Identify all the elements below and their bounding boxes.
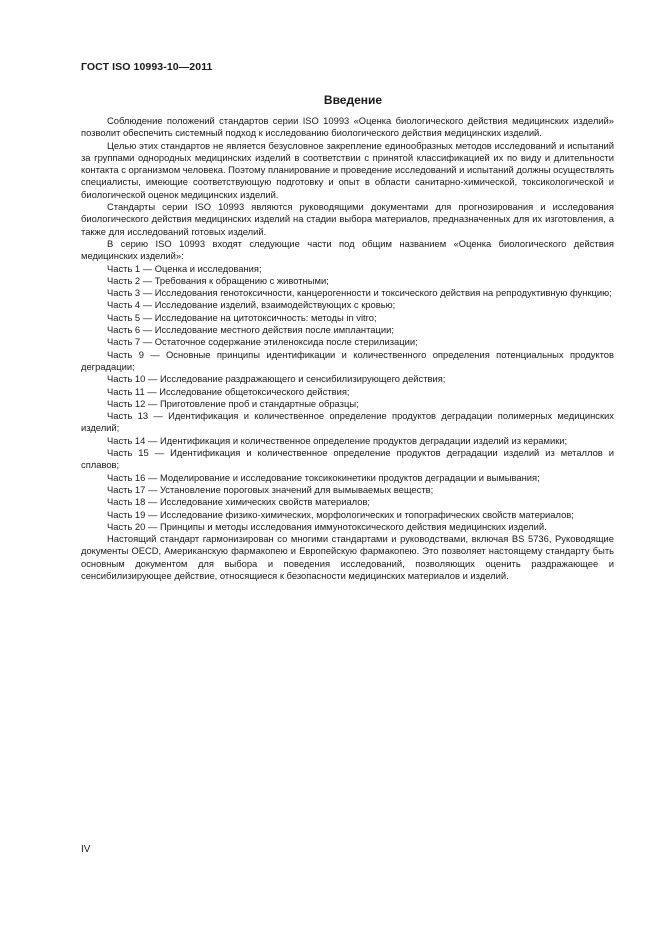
list-item: Часть 6 — Исследование местного действия после имплантации; [107, 324, 394, 336]
list-item: Часть 9 — Основные принципы идентификации и количественного определения потенциальных продуктов деградации; [81, 348, 614, 372]
parts-list [81, 263, 614, 534]
list-item: Часть 19 — Исследование физико-химических, морфологических и топографических свойств материалов; [107, 508, 574, 520]
list-item: Часть 1 — Оценка и исследования; [107, 262, 262, 274]
list-item: Часть 12 — Приготовление проб и стандартные образцы; [107, 397, 359, 409]
list-item: Часть 17 — Установление пороговых значений для вымываемых веществ; [107, 483, 434, 495]
list-item: Часть 14 — Идентификация и количественное определение продуктов деградации изделий из керамики; [107, 434, 568, 446]
paragraph-guidance: Стандарты серии ISO 10993 являются руководящими документами для прогнозирования и исследования биологического действия медицинских изделий на стадии выбора материалов, предназначенных для их изготовления, а также для исследований готовых изделий. [81, 201, 614, 237]
paragraph-purpose: Целью этих стандартов не является безусловное закрепление единообразных методов исследований и испытаний за группами однородных медицинских изделий в соответствии с принятой классификацией их по виду и длительности контакта с организмом человека. Поэтому планирование и проведение исследований и испытаний должны осуществлять специалисты, имеющие соответствующую подготовку и опыт в области санитарно-химической, токсикологической и биологической оценок медицинских изделий. [81, 139, 615, 200]
document-header: ГОСТ ISO 10993-10—2011 [81, 61, 213, 73]
list-item: Часть 13 — Идентификация и количественное определение продуктов деградации полимерных медицинских изделий; [81, 410, 614, 434]
list-item: Часть 10 — Исследование раздражающего и сенсибилизирующего действия; [107, 373, 446, 385]
list-item: Часть 11 — Исследование общетоксического действия; [107, 385, 350, 397]
paragraph-harmonization: Настоящий стандарт гармонизирован со многими стандартами и руководствами, включая BS 5736, Руководящие документы OECD, Американскую фармакопею и Европейскую фармакопею. Это позволяет настоящему стандарту быть основным документом для выбора и поведения исследований, позволяющих оценить раздражающее и сенсибилизирующее действие, относящиеся к безопасности медицинских материалов и изделий. [81, 533, 614, 581]
list-item: Часть 20 — Принципы и методы исследования иммунотоксического действия медицинских изделий. [107, 520, 547, 532]
list-item: Часть 4 — Исследование изделий, взаимодействующих с кровью; [107, 299, 396, 311]
paragraph-series-list-intro: В серию ISO 10993 входят следующие части под общим названием «Оценка биологического действия медицинских изделий»: [81, 237, 614, 262]
page-number: IV [81, 844, 91, 855]
list-item: Часть 18 — Исследование химических свойств материалов; [107, 496, 371, 508]
list-item: Часть 15 — Идентификация и количественное определение продуктов деградации изделий из металлов и сплавов; [81, 447, 614, 471]
list-item: Часть 3 — Исследования генотоксичности, канцерогенности и токсического действия на репродуктивную функцию; [107, 287, 612, 299]
document-body [81, 115, 614, 582]
list-item: Часть 5 — Исследование на цитотоксичность: методы in vitro; [107, 311, 377, 323]
list-item: Часть 7 — Остаточное содержание этиленоксида после стерилизации; [107, 336, 418, 348]
list-item: Часть 16 — Моделирование и исследование токсикокинетики продуктов деградации и вымывания; [107, 471, 540, 483]
paragraph-intro: Соблюдение положений стандартов серии ISO 10993 «Оценка биологического действия медицинских изделий» позволит обеспечить системный подход к исследованию биологического действия медицинских изделий. [81, 115, 614, 139]
list-item: Часть 2 — Требования к обращению с животными; [107, 274, 329, 286]
section-title: Введение [323, 93, 383, 107]
